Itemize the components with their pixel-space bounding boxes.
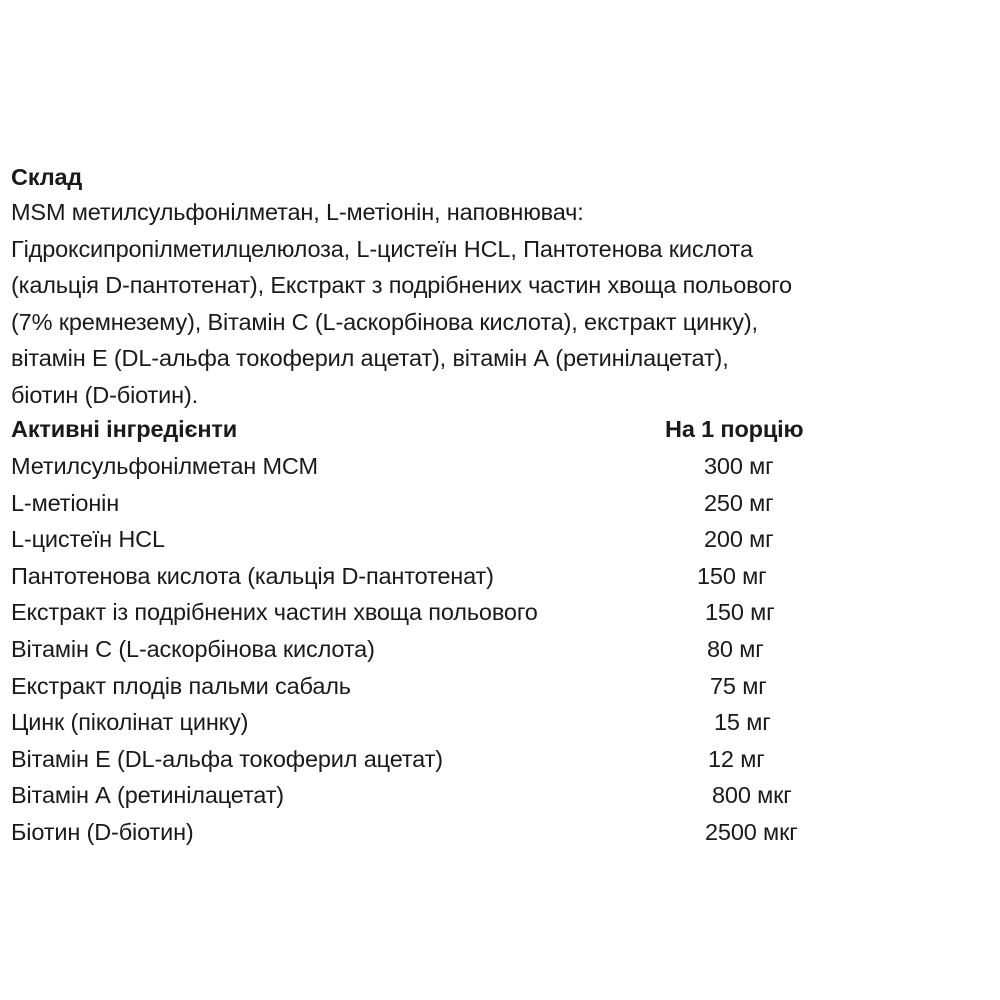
composition-text bbox=[11, 194, 986, 413]
ingredient-name: Цинк (піколінат цинку) bbox=[11, 709, 249, 736]
ingredients-table bbox=[11, 448, 986, 851]
ingredient-name: Пантотенова кислота (кальція D-пантотенат) bbox=[11, 562, 494, 589]
ingredient-name: L-метіонін bbox=[11, 489, 120, 516]
table-row bbox=[11, 594, 986, 631]
ingredient-name: Метилсульфонілметан МСМ bbox=[11, 453, 318, 479]
supplement-facts-document bbox=[11, 160, 986, 851]
ingredient-amount: 2500 мкг bbox=[705, 818, 798, 845]
table-row bbox=[11, 521, 986, 558]
table-row bbox=[11, 814, 986, 851]
ingredient-amount: 80 мг bbox=[707, 635, 764, 662]
ingredient-amount: 15 мг bbox=[714, 709, 771, 736]
composition-line: біотин (D-біотин). bbox=[11, 381, 199, 408]
table-row bbox=[11, 558, 986, 595]
table-row bbox=[11, 704, 986, 741]
ingredient-name: Екстракт плодів пальми сабаль bbox=[11, 672, 351, 699]
ingredient-name: L-цистеїн HCL bbox=[11, 526, 165, 553]
table-row bbox=[11, 668, 986, 705]
ingredient-amount: 75 мг bbox=[710, 672, 767, 699]
header-active-ingredients: Активні інгредієнти bbox=[11, 416, 238, 442]
ingredient-name: Вітамін С (L-аскорбінова кислота) bbox=[11, 635, 375, 662]
composition-title: Склад bbox=[11, 164, 83, 190]
composition-line: MSM метилсульфонілметан, L-метіонін, наповнювач: bbox=[11, 199, 584, 225]
table-row bbox=[11, 448, 986, 485]
table-row bbox=[11, 741, 986, 778]
table-row bbox=[11, 631, 986, 668]
composition-line: вітамін Е (DL-альфа токоферил ацетат), вітамін А (ретинілацетат), bbox=[11, 345, 729, 371]
ingredient-amount: 150 мг bbox=[697, 562, 767, 589]
ingredients-table-header bbox=[11, 411, 986, 448]
ingredient-name: Екстракт із подрібнених частин хвоща польового bbox=[11, 599, 538, 626]
composition-line: (7% кремнезему), Вітамін С (L-аскорбінова кислота), екстракт цинку), bbox=[11, 308, 758, 335]
ingredient-amount: 200 мг bbox=[704, 526, 774, 553]
ingredient-amount: 150 мг bbox=[705, 599, 775, 626]
ingredient-amount: 800 мкг bbox=[712, 782, 792, 809]
composition-line: (кальція D-пантотенат), Екстракт з подрібнених частин хвоща польового bbox=[11, 272, 792, 298]
composition-line: Гідроксипропілметилцелюлоза, L-цистеїн HCL, Пантотенова кислота bbox=[11, 235, 753, 262]
ingredient-name: Вітамін Е (DL-альфа токоферил ацетат) bbox=[11, 745, 443, 772]
ingredient-amount: 300 мг bbox=[704, 453, 774, 479]
ingredient-name: Біотин (D-біотин) bbox=[11, 818, 194, 845]
ingredient-amount: 250 мг bbox=[704, 489, 774, 516]
ingredient-name: Вітамін А (ретинілацетат) bbox=[11, 782, 284, 809]
table-row bbox=[11, 485, 986, 522]
header-per-serving: На 1 порцію bbox=[665, 416, 804, 442]
ingredient-amount: 12 мг bbox=[708, 745, 765, 772]
table-row bbox=[11, 777, 986, 814]
